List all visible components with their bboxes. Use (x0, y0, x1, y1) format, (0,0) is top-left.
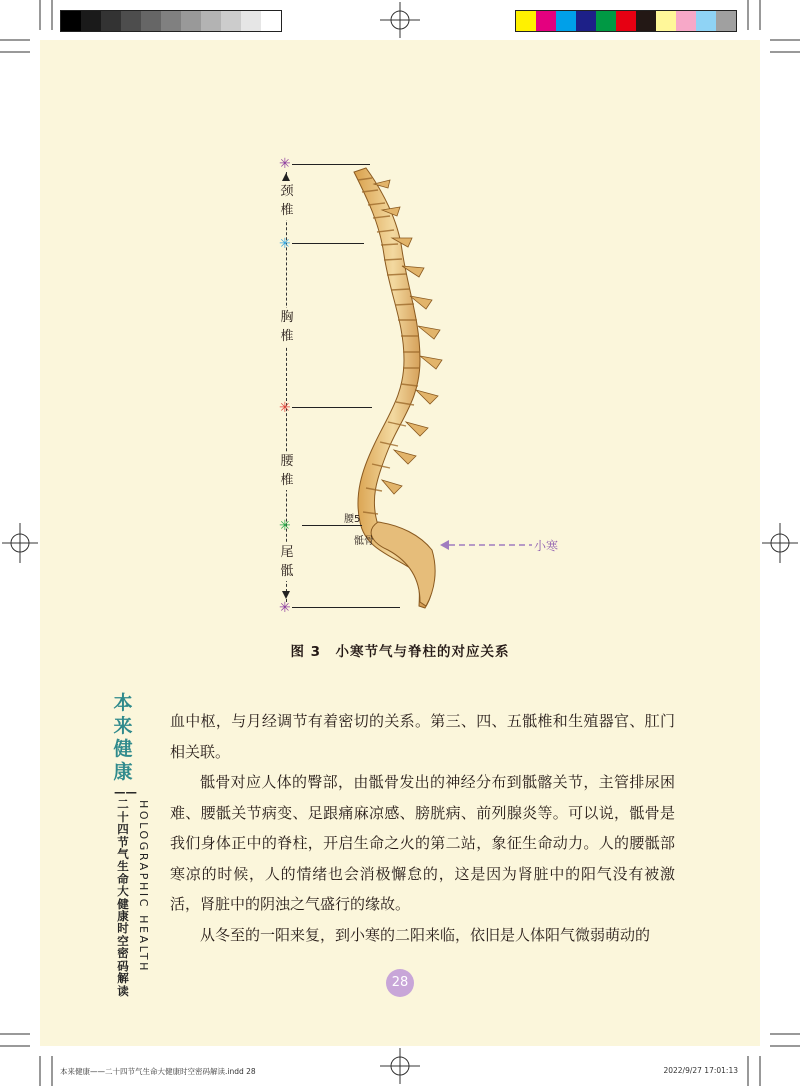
coccyx-bottom-line (292, 607, 400, 608)
footer-timestamp: 2022/9/27 17:01:13 (663, 1066, 738, 1075)
book-title: 本来健康 (113, 692, 133, 783)
sacrococcygeal-label: 尾骶 (276, 543, 298, 581)
lumbar5-label: 腰5 (344, 514, 361, 525)
thoracic-bottom-line (292, 407, 372, 408)
paragraph: 血中枢，与月经调节有着密切的关系。第三、四、五骶椎和生殖器官、肛门相关联。 (170, 712, 675, 761)
red-marker-icon: ✳ (279, 400, 291, 416)
book-english-title: HOLOGRAPHIC HEALTH (137, 800, 150, 974)
blue-marker-icon: ✳ (279, 236, 291, 252)
purple-marker-icon: ✳ (279, 156, 291, 172)
spine-figure (270, 150, 590, 620)
xiaohan-label: 小寒 (534, 539, 559, 553)
sacrum-label: 骶骨 (354, 536, 374, 547)
lumbar-label: 腰椎 (276, 452, 298, 490)
cervical-bottom-line (292, 243, 364, 244)
lumbar5-line (302, 525, 362, 526)
page-number: 28 (386, 969, 414, 997)
purple-end-marker-icon: ✳ (279, 600, 291, 616)
book-subtitle: ——二十四节气生命大健康时空密码解读 (114, 785, 137, 998)
cervical-top-line (292, 164, 370, 165)
body-text (170, 706, 675, 950)
green-marker-icon: ✳ (279, 518, 291, 534)
arrow-icon (440, 538, 540, 552)
thoracic-label: 胸椎 (276, 308, 298, 346)
footer-filename: 本来健康——二十四节气生命大健康时空密码解读.indd 28 (60, 1067, 256, 1076)
paragraph: 从冬至的一阳来复，到小寒的二阳来临，依旧是人体阳气微弱萌动的 (200, 925, 651, 944)
figure-caption: 图 3 小寒节气与脊柱的对应关系 (290, 644, 510, 660)
paragraph: 骶骨对应人体的臀部，由骶骨发出的神经分布到骶髂关节，主管排尿困难、腰骶关节病变、足跟痛麻凉感、膀胱病、前列腺炎等。可以说，骶骨是我们身体正中的脊柱，开启生命之火的第二站，象征生命动力。人的腰骶部寒凉的时候，人的情绪也会消极懈怠的，这是因为肾脏中的阳气没有被激活，肾脏中的阴浊之气盛行的缘故。 (170, 773, 675, 913)
cervical-label: 颈椎 (276, 182, 298, 220)
